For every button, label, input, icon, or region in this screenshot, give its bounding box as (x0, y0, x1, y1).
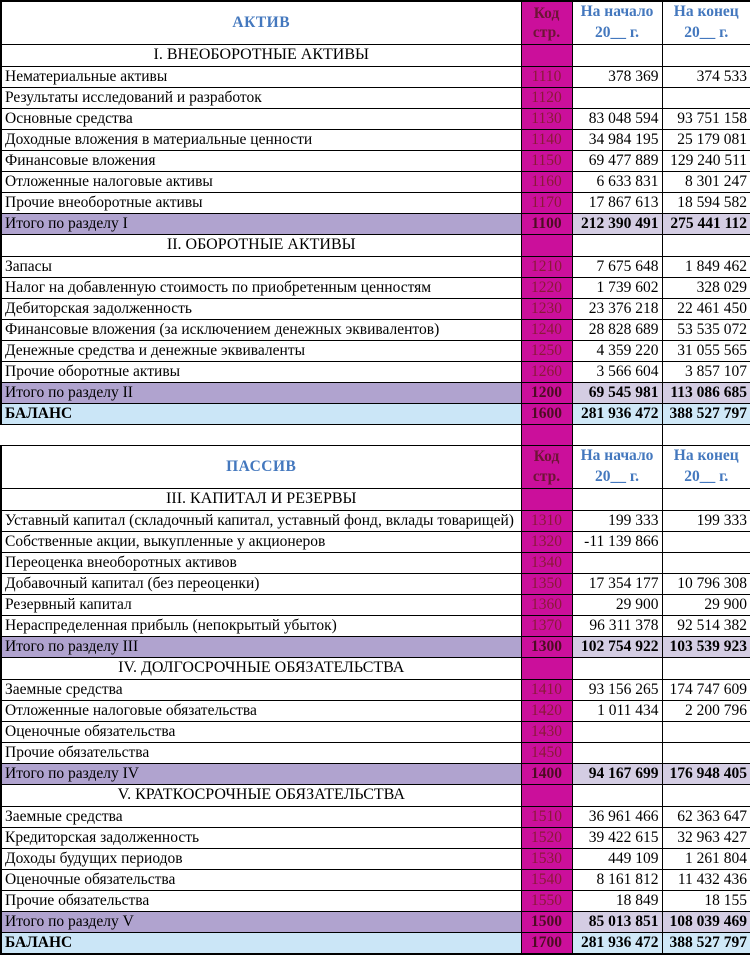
row-code: 1110 (521, 66, 572, 87)
row-label: Основные средства (1, 108, 521, 129)
value-begin (572, 44, 662, 66)
spacer-row (1, 424, 750, 445)
row-code: 1550 (521, 890, 572, 911)
begin-column-header: На начало 20__ г. (572, 1, 662, 44)
value-begin (572, 552, 662, 573)
value-end: 388 527 797 (662, 932, 750, 954)
row-label: Собственные акции, выкупленные у акционеров (1, 531, 521, 552)
row-code: 1340 (521, 552, 572, 573)
value-begin (572, 784, 662, 806)
row-label: Налог на добавленную стоимость по приобретенным ценностям (1, 277, 521, 298)
passiv-title-text: ПАССИВ (226, 457, 297, 475)
data-row (1, 66, 750, 87)
value-end: 22 461 450 (662, 298, 750, 319)
row-code: 1350 (521, 573, 572, 594)
row-code: 1400 (521, 763, 572, 784)
row-label: Финансовые вложения (за исключением денежных эквивалентов) (1, 319, 521, 340)
total-row (1, 636, 750, 657)
value-begin (572, 721, 662, 742)
row-label: Дебиторская задолженность (1, 298, 521, 319)
spacer-cell (1, 424, 521, 445)
data-row (1, 531, 750, 552)
value-end: 93 751 158 (662, 108, 750, 129)
row-code (521, 657, 572, 679)
value-end: 113 086 685 (662, 382, 750, 403)
data-row (1, 319, 750, 340)
value-begin: 1 739 602 (572, 277, 662, 298)
value-end: 374 533 (662, 66, 750, 87)
value-begin: 102 754 922 (572, 636, 662, 657)
data-row (1, 87, 750, 108)
row-label: II. ОБОРОТНЫЕ АКТИВЫ (1, 234, 521, 256)
total-row (1, 213, 750, 234)
value-end: 2 200 796 (662, 700, 750, 721)
value-begin: 4 359 220 (572, 340, 662, 361)
row-code: 1530 (521, 848, 572, 869)
data-row (1, 361, 750, 382)
value-begin: 34 984 195 (572, 129, 662, 150)
row-code: 1230 (521, 298, 572, 319)
data-row (1, 742, 750, 763)
value-end: 174 747 609 (662, 679, 750, 700)
end-column-header: На конец 20__ г. (662, 445, 750, 488)
data-row (1, 277, 750, 298)
data-row (1, 573, 750, 594)
value-begin: 28 828 689 (572, 319, 662, 340)
row-label: Резервный капитал (1, 594, 521, 615)
row-code: 1410 (521, 679, 572, 700)
value-end: 32 963 427 (662, 827, 750, 848)
row-label: Итого по разделу II (1, 382, 521, 403)
row-label: Оценочные обязательства (1, 721, 521, 742)
balance-row (1, 403, 750, 424)
row-code: 1420 (521, 700, 572, 721)
value-begin: 18 849 (572, 890, 662, 911)
value-end (662, 87, 750, 108)
row-code: 1310 (521, 510, 572, 531)
data-row (1, 129, 750, 150)
value-end: 129 240 511 (662, 150, 750, 171)
section-row (1, 657, 750, 679)
row-label: Прочие обязательства (1, 742, 521, 763)
data-row (1, 552, 750, 573)
row-label: Нематериальные активы (1, 66, 521, 87)
row-label: Доходные вложения в материальные ценности (1, 129, 521, 150)
row-label: Запасы (1, 256, 521, 277)
row-code: 1240 (521, 319, 572, 340)
data-row (1, 594, 750, 615)
total-row (1, 763, 750, 784)
section-row (1, 44, 750, 66)
value-end: 328 029 (662, 277, 750, 298)
row-code: 1150 (521, 150, 572, 171)
value-end: 1 261 804 (662, 848, 750, 869)
value-begin (572, 657, 662, 679)
row-code: 1520 (521, 827, 572, 848)
value-end: 18 594 582 (662, 192, 750, 213)
row-code: 1120 (521, 87, 572, 108)
value-begin: -11 139 866 (572, 531, 662, 552)
data-row (1, 510, 750, 531)
row-label: Кредиторская задолженность (1, 827, 521, 848)
value-end: 92 514 382 (662, 615, 750, 636)
value-end (662, 44, 750, 66)
row-code: 1450 (521, 742, 572, 763)
data-row (1, 869, 750, 890)
row-label: III. КАПИТАЛ И РЕЗЕРВЫ (1, 488, 521, 510)
row-code: 1160 (521, 171, 572, 192)
value-end (662, 234, 750, 256)
row-label: Добавочный капитал (без переоценки) (1, 573, 521, 594)
row-label: Денежные средства и денежные эквиваленты (1, 340, 521, 361)
row-code: 1140 (521, 129, 572, 150)
row-label: Итого по разделу V (1, 911, 521, 932)
row-code: 1260 (521, 361, 572, 382)
row-code: 1170 (521, 192, 572, 213)
row-label: Итого по разделу IV (1, 763, 521, 784)
value-begin: 23 376 218 (572, 298, 662, 319)
data-row (1, 171, 750, 192)
value-begin: 378 369 (572, 66, 662, 87)
aktiv-header-row (1, 1, 750, 44)
row-label: Доходы будущих периодов (1, 848, 521, 869)
value-begin: 449 109 (572, 848, 662, 869)
total-row (1, 382, 750, 403)
row-code: 1500 (521, 911, 572, 932)
row-code: 1130 (521, 108, 572, 129)
value-begin: 93 156 265 (572, 679, 662, 700)
data-row (1, 256, 750, 277)
data-row (1, 679, 750, 700)
section-row (1, 488, 750, 510)
value-begin: 17 354 177 (572, 573, 662, 594)
row-label: Финансовые вложения (1, 150, 521, 171)
passiv-header-row (1, 445, 750, 488)
section-row (1, 234, 750, 256)
row-label: Отложенные налоговые обязательства (1, 700, 521, 721)
row-label: БАЛАНС (1, 932, 521, 954)
value-end: 53 535 072 (662, 319, 750, 340)
row-label: Прочие внеоборотные активы (1, 192, 521, 213)
aktiv-title (1, 1, 521, 44)
value-end: 275 441 112 (662, 213, 750, 234)
value-begin: 69 545 981 (572, 382, 662, 403)
value-begin: 96 311 378 (572, 615, 662, 636)
row-code (521, 234, 572, 256)
data-row (1, 848, 750, 869)
balance-row (1, 932, 750, 954)
value-end: 18 155 (662, 890, 750, 911)
value-begin: 3 566 604 (572, 361, 662, 382)
row-label: V. КРАТКОСРОЧНЫЕ ОБЯЗАТЕЛЬСТВА (1, 784, 521, 806)
value-begin: 281 936 472 (572, 932, 662, 954)
code-column-header: Код стр. (521, 445, 572, 488)
row-code: 1360 (521, 594, 572, 615)
row-code (521, 44, 572, 66)
row-code: 1370 (521, 615, 572, 636)
row-code (521, 784, 572, 806)
value-begin: 69 477 889 (572, 150, 662, 171)
value-begin: 39 422 615 (572, 827, 662, 848)
row-code (521, 488, 572, 510)
code-column-header: Код стр. (521, 1, 572, 44)
data-row (1, 890, 750, 911)
row-label: I. ВНЕОБОРОТНЫЕ АКТИВЫ (1, 44, 521, 66)
row-code: 1200 (521, 382, 572, 403)
data-row (1, 721, 750, 742)
row-code: 1600 (521, 403, 572, 424)
row-label: IV. ДОЛГОСРОЧНЫЕ ОБЯЗАТЕЛЬСТВА (1, 657, 521, 679)
value-begin: 281 936 472 (572, 403, 662, 424)
row-label: Прочие оборотные активы (1, 361, 521, 382)
row-label: Заемные средства (1, 806, 521, 827)
begin-column-header: На начало 20__ г. (572, 445, 662, 488)
value-end: 31 055 565 (662, 340, 750, 361)
section-row (1, 784, 750, 806)
value-begin: 1 011 434 (572, 700, 662, 721)
value-end: 108 039 469 (662, 911, 750, 932)
data-row (1, 806, 750, 827)
value-begin: 29 900 (572, 594, 662, 615)
value-begin: 17 867 613 (572, 192, 662, 213)
value-end: 3 857 107 (662, 361, 750, 382)
value-begin (572, 742, 662, 763)
row-code: 1250 (521, 340, 572, 361)
value-begin: 85 013 851 (572, 911, 662, 932)
row-code: 1220 (521, 277, 572, 298)
value-end: 103 539 923 (662, 636, 750, 657)
row-label: Нераспределенная прибыль (непокрытый убыток) (1, 615, 521, 636)
row-label: Отложенные налоговые активы (1, 171, 521, 192)
data-row (1, 298, 750, 319)
value-begin (572, 488, 662, 510)
value-end (662, 531, 750, 552)
value-end: 388 527 797 (662, 403, 750, 424)
data-row (1, 150, 750, 171)
row-code: 1430 (521, 721, 572, 742)
value-end: 8 301 247 (662, 171, 750, 192)
end-column-header: На конец 20__ г. (662, 1, 750, 44)
data-row (1, 108, 750, 129)
value-begin: 6 633 831 (572, 171, 662, 192)
value-begin: 199 333 (572, 510, 662, 531)
data-row (1, 340, 750, 361)
value-end (662, 784, 750, 806)
row-label: Переоценка внеоборотных активов (1, 552, 521, 573)
row-code: 1540 (521, 869, 572, 890)
row-label: Уставный капитал (складочный капитал, уставный фонд, вклады товарищей) (1, 510, 521, 531)
value-end: 176 948 405 (662, 763, 750, 784)
row-code: 1510 (521, 806, 572, 827)
row-label: Итого по разделу III (1, 636, 521, 657)
value-begin: 212 390 491 (572, 213, 662, 234)
row-code: 1300 (521, 636, 572, 657)
value-end (662, 488, 750, 510)
row-code: 1320 (521, 531, 572, 552)
row-label: Результаты исследований и разработок (1, 87, 521, 108)
value-end: 1 849 462 (662, 256, 750, 277)
value-end: 62 363 647 (662, 806, 750, 827)
row-label: Заемные средства (1, 679, 521, 700)
row-code: 1700 (521, 932, 572, 954)
value-begin: 36 961 466 (572, 806, 662, 827)
row-label: Оценочные обязательства (1, 869, 521, 890)
value-end (662, 552, 750, 573)
row-code: 1210 (521, 256, 572, 277)
value-end (662, 742, 750, 763)
value-end: 199 333 (662, 510, 750, 531)
row-label: Прочие обязательства (1, 890, 521, 911)
value-begin: 83 048 594 (572, 108, 662, 129)
data-row (1, 827, 750, 848)
value-end (662, 657, 750, 679)
value-end: 10 796 308 (662, 573, 750, 594)
value-begin: 94 167 699 (572, 763, 662, 784)
spacer-code-cell (521, 424, 572, 445)
value-end (662, 721, 750, 742)
passiv-title (1, 445, 521, 488)
value-end: 25 179 081 (662, 129, 750, 150)
data-row (1, 192, 750, 213)
value-end: 29 900 (662, 594, 750, 615)
aktiv-title-text: АКТИВ (232, 13, 291, 31)
data-row (1, 700, 750, 721)
row-label: Итого по разделу I (1, 213, 521, 234)
value-begin: 7 675 648 (572, 256, 662, 277)
row-label: БАЛАНС (1, 403, 521, 424)
value-begin: 8 161 812 (572, 869, 662, 890)
data-row (1, 615, 750, 636)
row-code: 1100 (521, 213, 572, 234)
total-row (1, 911, 750, 932)
value-end: 11 432 436 (662, 869, 750, 890)
value-begin (572, 234, 662, 256)
value-begin (572, 87, 662, 108)
